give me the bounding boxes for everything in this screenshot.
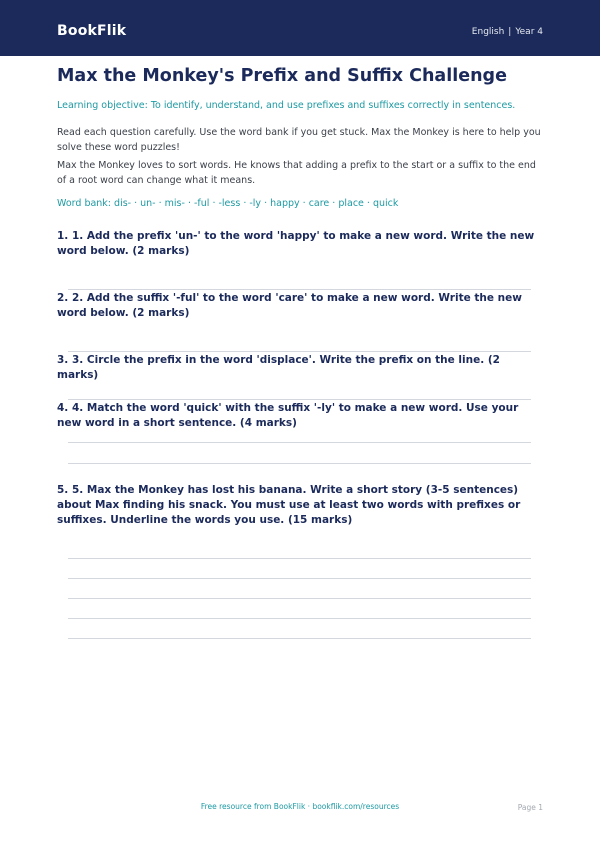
answer-line[interactable] (68, 351, 531, 352)
answer-line[interactable] (68, 399, 531, 400)
question-5: 5. 5. Max the Monkey has lost his banana. Write a short story (3-5 sentences) about Max finding his snack. You must use at least two words with prefixes or suffixes. Underline the words you use. (15 marks) (57, 484, 521, 526)
page-header (0, 0, 600, 56)
meta-separator: | (508, 27, 512, 37)
answer-line[interactable] (68, 442, 531, 443)
page-number: Page 1 (517, 803, 543, 812)
brand-logo: BookFlik (57, 23, 127, 39)
instructions-text: Read each question carefully. Use the word bank if you get stuck. Max the Monkey is here to help you solve these word puzzles! (57, 127, 541, 153)
answer-line[interactable] (68, 463, 531, 464)
learning-objective: Learning objective: To identify, understand, and use prefixes and suffixes correctly in sentences. (57, 100, 516, 111)
question-1: 1. 1. Add the prefix 'un-' to the word 'happy' to make a new word. Write the new word below. (2 marks) (57, 230, 535, 257)
answer-line[interactable] (68, 578, 531, 579)
intro-text: Max the Monkey loves to sort words. He knows that adding a prefix to the start or a suffix to the end of a root word can change what it means. (57, 160, 536, 186)
answer-line[interactable] (68, 638, 531, 639)
question-3: 3. 3. Circle the prefix in the word 'displace'. Write the prefix on the line. (2 marks) (57, 354, 500, 381)
subject-label: English (471, 27, 505, 37)
answer-line[interactable] (68, 598, 531, 599)
answer-line[interactable] (68, 558, 531, 559)
header-meta (472, 27, 543, 37)
footer-credit: Free resource from BookFlik · bookflik.com/resources (200, 802, 400, 811)
answer-line[interactable] (68, 618, 531, 619)
year-label: Year 4 (515, 27, 543, 37)
worksheet-title: Max the Monkey's Prefix and Suffix Challenge (57, 66, 507, 86)
question-2: 2. 2. Add the suffix '-ful' to the word 'care' to make a new word. Write the new word below. (2 marks) (57, 292, 522, 319)
word-bank: Word bank: dis- · un- · mis- · -ful · -less · -ly · happy · care · place · quick (57, 198, 399, 209)
answer-line[interactable] (68, 289, 531, 290)
question-4: 4. 4. Match the word 'quick' with the suffix '-ly' to make a new word. Use your new word in a short sentence. (4 marks) (57, 402, 519, 429)
